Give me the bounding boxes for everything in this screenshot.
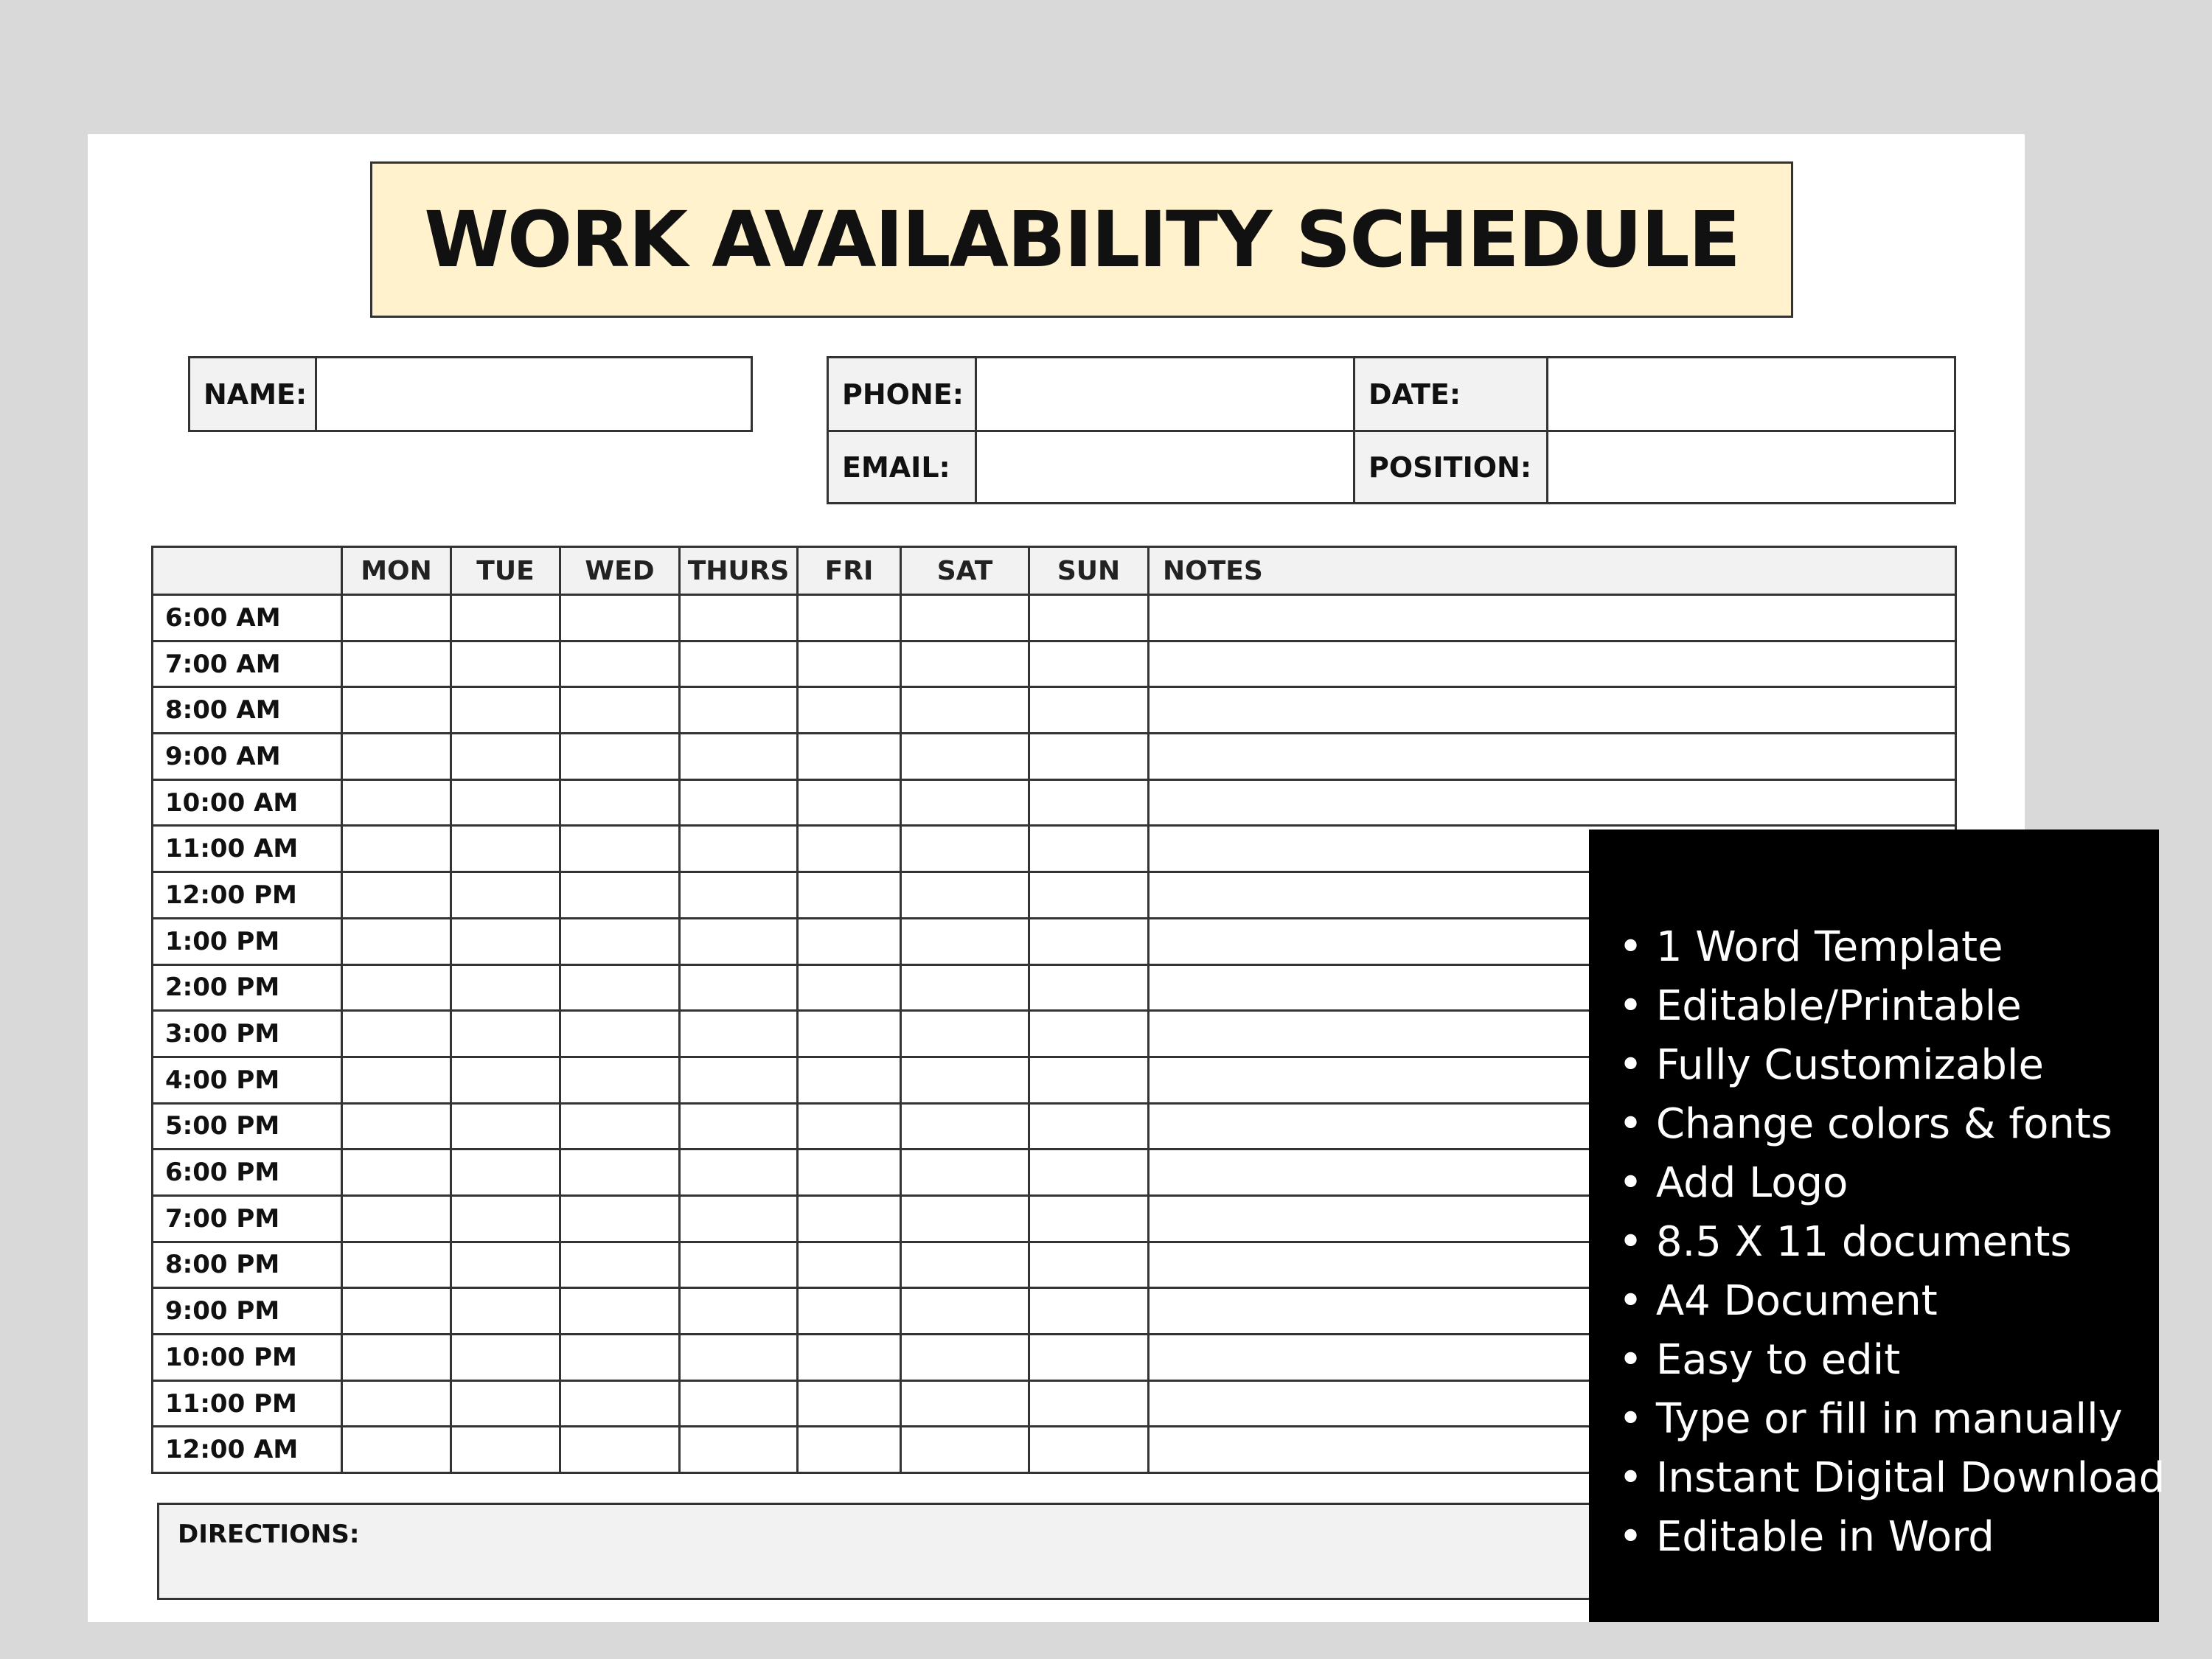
availability-cell-thurs[interactable] (680, 1288, 798, 1335)
availability-cell-thurs[interactable] (680, 595, 798, 641)
availability-cell-tue[interactable] (451, 687, 560, 734)
date-label: DATE: (1354, 358, 1548, 431)
availability-cell-sat[interactable] (901, 1195, 1029, 1242)
table-row (153, 734, 1956, 780)
time-slot-label: 2:00 PM (153, 964, 342, 1011)
feature-list-item: • Editable/Printable (1618, 982, 2022, 1030)
availability-cell-thurs[interactable] (680, 779, 798, 826)
availability-cell-sat[interactable] (901, 1380, 1029, 1427)
notes-cell[interactable] (1149, 641, 1956, 687)
column-header-thurs: THURS (680, 547, 798, 595)
feature-list-item: • Type or fill in manually (1618, 1395, 2123, 1443)
availability-cell-mon[interactable] (342, 779, 451, 826)
availability-cell-wed[interactable] (560, 1011, 680, 1057)
availability-cell-thurs[interactable] (680, 1057, 798, 1103)
availability-cell-thurs[interactable] (680, 1380, 798, 1427)
column-header-tue: TUE (451, 547, 560, 595)
column-header-mon: MON (342, 547, 451, 595)
availability-cell-fri[interactable] (798, 1057, 901, 1103)
feature-list-item: • Editable in Word (1618, 1513, 1994, 1561)
availability-cell-tue[interactable] (451, 1380, 560, 1427)
availability-cell-wed[interactable] (560, 1427, 680, 1473)
availability-cell-tue[interactable] (451, 641, 560, 687)
availability-cell-sat[interactable] (901, 1011, 1029, 1057)
availability-cell-sun[interactable] (1029, 826, 1149, 872)
availability-cell-fri[interactable] (798, 1103, 901, 1150)
availability-cell-fri[interactable] (798, 872, 901, 919)
column-header-fri: FRI (798, 547, 901, 595)
availability-cell-sun[interactable] (1029, 1011, 1149, 1057)
availability-cell-tue[interactable] (451, 1288, 560, 1335)
availability-cell-tue[interactable] (451, 1242, 560, 1288)
availability-cell-mon[interactable] (342, 687, 451, 734)
availability-cell-thurs[interactable] (680, 734, 798, 780)
feature-list-item: • 1 Word Template (1618, 923, 2003, 971)
feature-list-panel (1589, 830, 2166, 1622)
availability-cell-sat[interactable] (901, 687, 1029, 734)
table-row (153, 687, 1956, 734)
availability-cell-sun[interactable] (1029, 641, 1149, 687)
availability-cell-sun[interactable] (1029, 872, 1149, 919)
availability-cell-tue[interactable] (451, 1011, 560, 1057)
availability-cell-wed[interactable] (560, 826, 680, 872)
availability-cell-sat[interactable] (901, 1242, 1029, 1288)
column-header-sat: SAT (901, 547, 1029, 595)
availability-cell-mon[interactable] (342, 734, 451, 780)
availability-cell-wed[interactable] (560, 964, 680, 1011)
availability-cell-tue[interactable] (451, 1335, 560, 1381)
position-field[interactable] (1548, 431, 1955, 504)
availability-cell-mon[interactable] (342, 1150, 451, 1196)
availability-cell-thurs[interactable] (680, 1103, 798, 1150)
availability-cell-sat[interactable] (901, 595, 1029, 641)
time-slot-label: 10:00 PM (153, 1335, 342, 1381)
time-slot-label: 7:00 AM (153, 641, 342, 687)
availability-cell-sun[interactable] (1029, 1288, 1149, 1335)
availability-cell-mon[interactable] (342, 595, 451, 641)
availability-cell-sat[interactable] (901, 734, 1029, 780)
availability-cell-mon[interactable] (342, 1288, 451, 1335)
availability-cell-sat[interactable] (901, 1288, 1029, 1335)
availability-cell-mon[interactable] (342, 1103, 451, 1150)
availability-cell-fri[interactable] (798, 1380, 901, 1427)
availability-cell-wed[interactable] (560, 872, 680, 919)
time-slot-label: 7:00 PM (153, 1195, 342, 1242)
availability-cell-fri[interactable] (798, 687, 901, 734)
availability-cell-mon[interactable] (342, 1380, 451, 1427)
availability-cell-mon[interactable] (342, 1427, 451, 1473)
time-slot-label: 9:00 PM (153, 1288, 342, 1335)
schedule-corner-header (153, 547, 342, 595)
availability-cell-sun[interactable] (1029, 687, 1149, 734)
availability-cell-thurs[interactable] (680, 687, 798, 734)
availability-cell-sun[interactable] (1029, 1242, 1149, 1288)
availability-cell-mon[interactable] (342, 1195, 451, 1242)
feature-list-item: • Add Logo (1618, 1159, 1848, 1207)
availability-cell-wed[interactable] (560, 1103, 680, 1150)
time-slot-label: 8:00 AM (153, 687, 342, 734)
availability-cell-wed[interactable] (560, 779, 680, 826)
table-row (153, 641, 1956, 687)
availability-cell-tue[interactable] (451, 872, 560, 919)
availability-cell-sat[interactable] (901, 1427, 1029, 1473)
availability-cell-fri[interactable] (798, 1195, 901, 1242)
availability-cell-mon[interactable] (342, 1335, 451, 1381)
availability-cell-wed[interactable] (560, 1242, 680, 1288)
notes-cell[interactable] (1149, 779, 1956, 826)
notes-cell[interactable] (1149, 687, 1956, 734)
availability-cell-tue[interactable] (451, 595, 560, 641)
notes-cell[interactable] (1149, 595, 1956, 641)
availability-cell-sat[interactable] (901, 1335, 1029, 1381)
availability-cell-wed[interactable] (560, 1150, 680, 1196)
availability-cell-sun[interactable] (1029, 1195, 1149, 1242)
time-slot-label: 1:00 PM (153, 918, 342, 964)
availability-cell-thurs[interactable] (680, 1195, 798, 1242)
availability-cell-thurs[interactable] (680, 641, 798, 687)
availability-cell-tue[interactable] (451, 1150, 560, 1196)
time-slot-label: 8:00 PM (153, 1242, 342, 1288)
availability-cell-mon[interactable] (342, 641, 451, 687)
availability-cell-sat[interactable] (901, 826, 1029, 872)
availability-cell-wed[interactable] (560, 641, 680, 687)
availability-cell-wed[interactable] (560, 595, 680, 641)
availability-cell-sat[interactable] (901, 964, 1029, 1011)
availability-cell-tue[interactable] (451, 1103, 560, 1150)
availability-cell-sun[interactable] (1029, 1335, 1149, 1381)
phone-label: PHONE: (828, 358, 976, 431)
availability-cell-fri[interactable] (798, 779, 901, 826)
availability-cell-sun[interactable] (1029, 734, 1149, 780)
availability-cell-fri[interactable] (798, 1011, 901, 1057)
feature-list-item: • Instant Digital Download (1618, 1454, 2166, 1502)
date-field[interactable] (1548, 358, 1955, 431)
contact-field-table (827, 356, 1956, 504)
availability-cell-sun[interactable] (1029, 1150, 1149, 1196)
document-title: WORK AVAILABILITY SCHEDULE (424, 195, 1739, 285)
notes-cell[interactable] (1149, 734, 1956, 780)
availability-cell-sat[interactable] (901, 1103, 1029, 1150)
availability-cell-fri[interactable] (798, 734, 901, 780)
availability-cell-wed[interactable] (560, 918, 680, 964)
availability-cell-mon[interactable] (342, 1242, 451, 1288)
table-row (153, 779, 1956, 826)
phone-field[interactable] (976, 358, 1354, 431)
time-slot-label: 4:00 PM (153, 1057, 342, 1103)
availability-cell-mon[interactable] (342, 964, 451, 1011)
email-field[interactable] (976, 431, 1354, 504)
position-label: POSITION: (1354, 431, 1548, 504)
time-slot-label: 11:00 PM (153, 1380, 342, 1427)
name-field[interactable] (316, 358, 752, 431)
availability-cell-sat[interactable] (901, 1057, 1029, 1103)
availability-cell-wed[interactable] (560, 1057, 680, 1103)
time-slot-label: 12:00 PM (153, 872, 342, 919)
availability-cell-mon[interactable] (342, 918, 451, 964)
availability-cell-wed[interactable] (560, 1195, 680, 1242)
availability-cell-thurs[interactable] (680, 826, 798, 872)
column-header-wed: WED (560, 547, 680, 595)
availability-cell-tue[interactable] (451, 1057, 560, 1103)
name-field-table (188, 356, 753, 432)
directions-label: DIRECTIONS: (178, 1520, 360, 1549)
feature-list-item: • Easy to edit (1618, 1336, 1901, 1384)
title-banner (370, 161, 1793, 318)
availability-cell-sun[interactable] (1029, 1380, 1149, 1427)
feature-list (1618, 918, 2165, 1567)
availability-cell-tue[interactable] (451, 734, 560, 780)
availability-cell-sat[interactable] (901, 779, 1029, 826)
name-label: NAME: (189, 358, 316, 431)
availability-cell-sat[interactable] (901, 641, 1029, 687)
availability-cell-fri[interactable] (798, 964, 901, 1011)
availability-cell-fri[interactable] (798, 1150, 901, 1196)
availability-cell-sun[interactable] (1029, 779, 1149, 826)
availability-cell-fri[interactable] (798, 1242, 901, 1288)
availability-cell-wed[interactable] (560, 1380, 680, 1427)
email-label: EMAIL: (828, 431, 976, 504)
availability-cell-thurs[interactable] (680, 1242, 798, 1288)
availability-cell-sun[interactable] (1029, 918, 1149, 964)
availability-cell-fri[interactable] (798, 826, 901, 872)
availability-cell-thurs[interactable] (680, 918, 798, 964)
time-slot-label: 3:00 PM (153, 1011, 342, 1057)
availability-cell-sun[interactable] (1029, 1103, 1149, 1150)
availability-cell-tue[interactable] (451, 918, 560, 964)
availability-cell-fri[interactable] (798, 918, 901, 964)
availability-cell-tue[interactable] (451, 779, 560, 826)
availability-cell-mon[interactable] (342, 872, 451, 919)
availability-cell-mon[interactable] (342, 826, 451, 872)
availability-cell-sun[interactable] (1029, 595, 1149, 641)
feature-list-item: • 8.5 X 11 documents (1618, 1218, 2072, 1266)
availability-cell-thurs[interactable] (680, 1011, 798, 1057)
availability-cell-wed[interactable] (560, 1335, 680, 1381)
availability-cell-wed[interactable] (560, 1288, 680, 1335)
feature-list-item: • Change colors & fonts (1618, 1100, 2112, 1148)
time-slot-label: 12:00 AM (153, 1427, 342, 1473)
availability-cell-fri[interactable] (798, 641, 901, 687)
availability-cell-sat[interactable] (901, 872, 1029, 919)
availability-cell-sat[interactable] (901, 1150, 1029, 1196)
time-slot-label: 9:00 AM (153, 734, 342, 780)
availability-cell-sun[interactable] (1029, 964, 1149, 1011)
column-header-sun: SUN (1029, 547, 1149, 595)
availability-cell-fri[interactable] (798, 1335, 901, 1381)
feature-list-item: • A4 Document (1618, 1277, 1938, 1325)
feature-list-item: • Fully Customizable (1618, 1041, 2044, 1089)
availability-cell-fri[interactable] (798, 1288, 901, 1335)
availability-cell-mon[interactable] (342, 1011, 451, 1057)
availability-cell-thurs[interactable] (680, 1150, 798, 1196)
availability-cell-wed[interactable] (560, 734, 680, 780)
availability-cell-mon[interactable] (342, 1057, 451, 1103)
availability-cell-tue[interactable] (451, 964, 560, 1011)
column-header-notes: NOTES (1149, 547, 1956, 595)
availability-cell-tue[interactable] (451, 1427, 560, 1473)
availability-cell-wed[interactable] (560, 687, 680, 734)
availability-cell-tue[interactable] (451, 1195, 560, 1242)
availability-cell-fri[interactable] (798, 1427, 901, 1473)
table-row (153, 595, 1956, 641)
availability-cell-sun[interactable] (1029, 1057, 1149, 1103)
availability-cell-sun[interactable] (1029, 1427, 1149, 1473)
time-slot-label: 6:00 PM (153, 1150, 342, 1196)
time-slot-label: 11:00 AM (153, 826, 342, 872)
availability-cell-thurs[interactable] (680, 1427, 798, 1473)
time-slot-label: 5:00 PM (153, 1103, 342, 1150)
time-slot-label: 10:00 AM (153, 779, 342, 826)
availability-cell-thurs[interactable] (680, 964, 798, 1011)
availability-cell-fri[interactable] (798, 595, 901, 641)
availability-cell-tue[interactable] (451, 826, 560, 872)
availability-cell-thurs[interactable] (680, 1335, 798, 1381)
availability-cell-thurs[interactable] (680, 872, 798, 919)
time-slot-label: 6:00 AM (153, 595, 342, 641)
availability-cell-sat[interactable] (901, 918, 1029, 964)
